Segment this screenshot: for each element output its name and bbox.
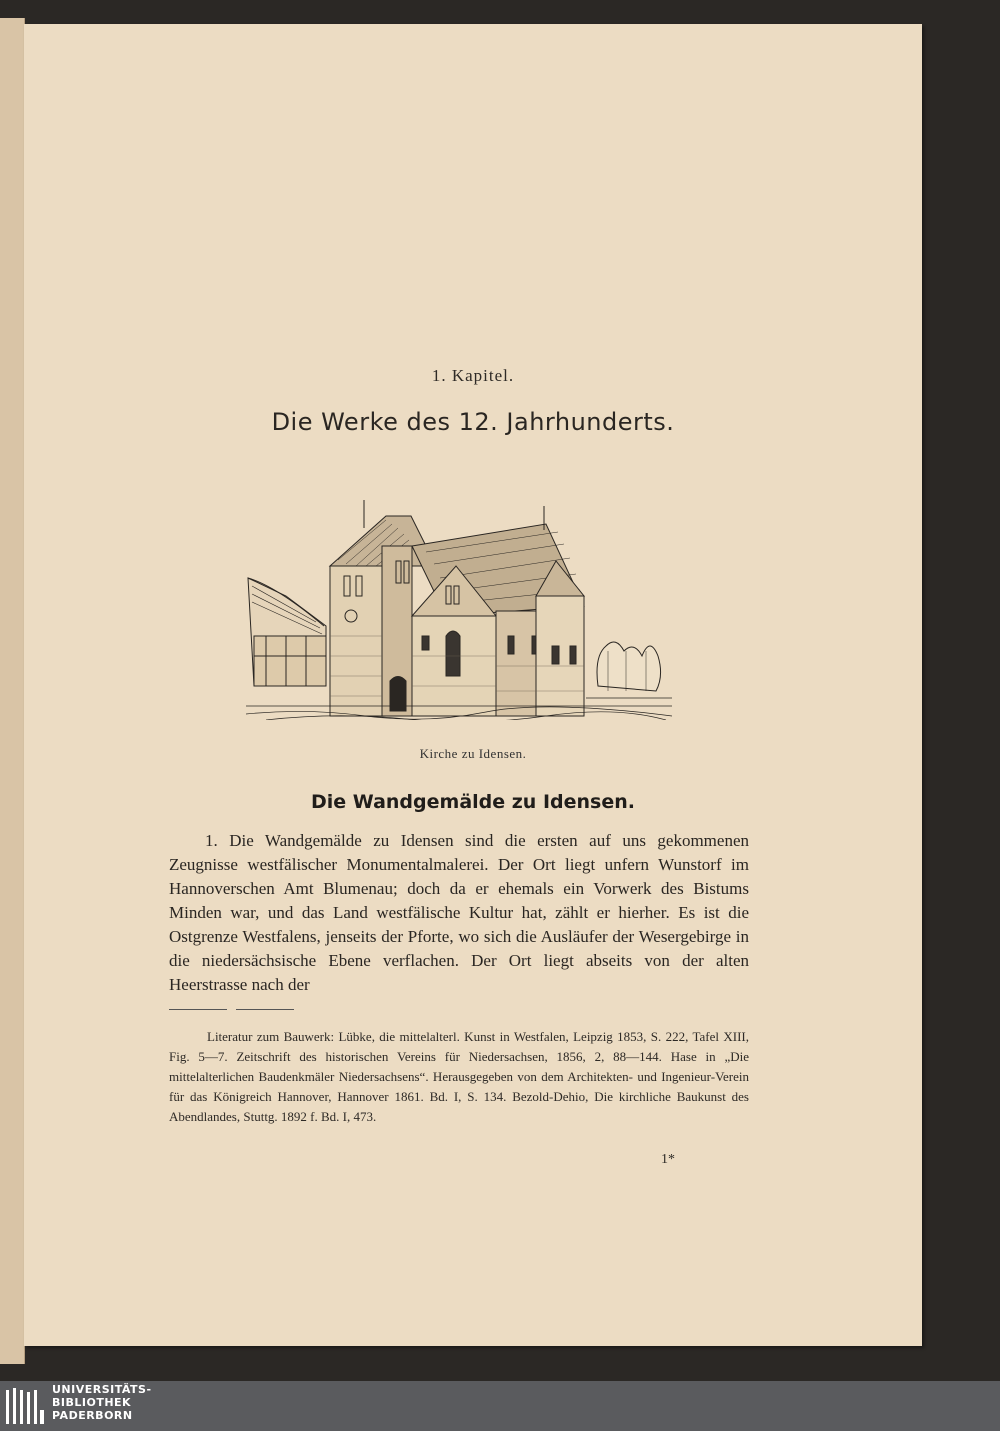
signature-mark: 1*: [661, 1152, 675, 1167]
library-name: [52, 1383, 152, 1422]
illustration-caption: Kirche zu Idensen.: [419, 746, 527, 761]
church-illustration: [246, 486, 672, 720]
footnote-rule: [236, 1009, 294, 1010]
chapter-title: Die Werke des 12. Jahrhunderts.: [271, 408, 675, 436]
footnote: Literatur zum Bauwerk: Lübke, die mittelalterl. Kunst in Westfalen, Leipzig 1853, S. 222, Tafel XIII, Fig. 5—7. Zeitschrift des historischen Vereins für Niedersachsen, 1856, 2, 88—144. Hase in „Die mittelalterlichen Baudenkmäler Niedersachsens“. Herausgegeben von dem Architekten- und Ingenieur-Verein für das Königreich Hannover, Hannover 1861. Bd. I, S. 134. Bezold-Dehio, Die kirchliche Baukunst des Abendlandes, Stuttg. 1892 f. Bd. I, 473.: [169, 1029, 749, 1124]
footnote-rule: [169, 1009, 227, 1010]
body-paragraph: 1. Die Wandgemälde zu Idensen sind die ersten auf uns gekommenen Zeugnisse westfälischer Monumentalmalerei. Der Ort liegt unfern Wunstorf im Hannoverschen Amt Blumenau; doch da er ehemals ein Vorwerk des Bistums Minden war, und das Land westfälische Kultur hat, zählt er hierher. Es ist die Ostgrenze Westfalens, jenseits der Pforte, wo sich die Ausläufer der Wesergebirge in die niedersächsische Ebene verflachen. Der Ort liegt abseits von der alten Heerstrasse nach der: [169, 831, 749, 994]
book-page: [24, 24, 922, 1346]
library-footer-bar: [0, 1381, 1000, 1431]
section-title: Die Wandgemälde zu Idensen.: [311, 791, 635, 813]
library-name-line: PADERBORN: [52, 1409, 133, 1422]
chapter-number: 1. Kapitel.: [431, 366, 515, 385]
library-name-line: BIBLIOTHEK: [52, 1396, 132, 1409]
previous-page-edge: [0, 18, 25, 1364]
library-name-line: UNIVERSITÄTS-: [52, 1383, 152, 1396]
library-bars-icon: [6, 1386, 44, 1426]
